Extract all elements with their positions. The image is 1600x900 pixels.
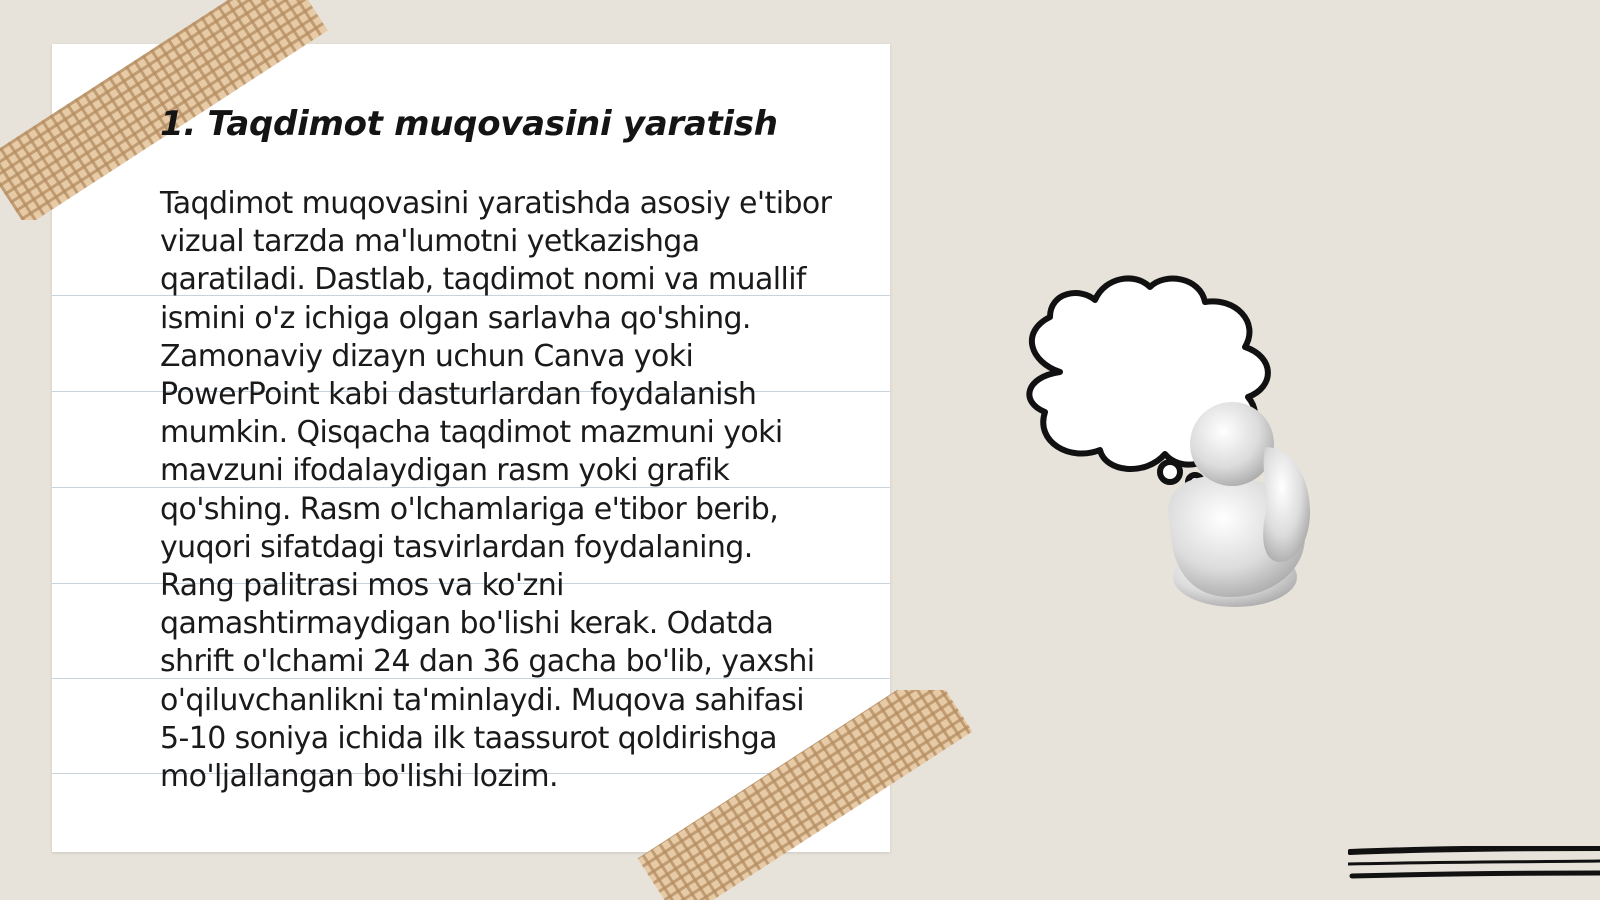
thinking-person-icon — [1020, 272, 1340, 612]
slide-body-text: Taqdimot muqovasini yaratishda asosiy e'tibor vizual tarzda ma'lumotni yetkazishga qaratiladi. Dastlab, taqdimot nomi va muallif ismini o'z ichiga olgan sarlavha qo'shing. Zamonaviy dizayn uchun Canva yoki PowerPoint kabi dasturlardan foydalanish mumkin. Qisqacha taqdimot mazmuni yoki mavzuni ifodalaydigan rasm yoki grafik qo'shing. Rasm o'lchamlariga e'tibor berib, yuqori sifatdagi tasvirlardan foydalaning. Rang palitrasi mos va ko'zni qamashtirmaydigan bo'lishi kerak. Odatda shrift o'lchami 24 dan 36 gacha bo'lib, yaxshi o'qiluvchanlikni ta'minlaydi. Muqova sahifasi 5-10 soniya ichida ilk taassurot qoldirishga mo'ljallangan bo'lishi lozim. — [160, 186, 832, 795]
stripe-lines-icon — [1348, 846, 1600, 886]
slide-title: 1. Taqdimot muqovasini yaratish — [160, 104, 778, 144]
